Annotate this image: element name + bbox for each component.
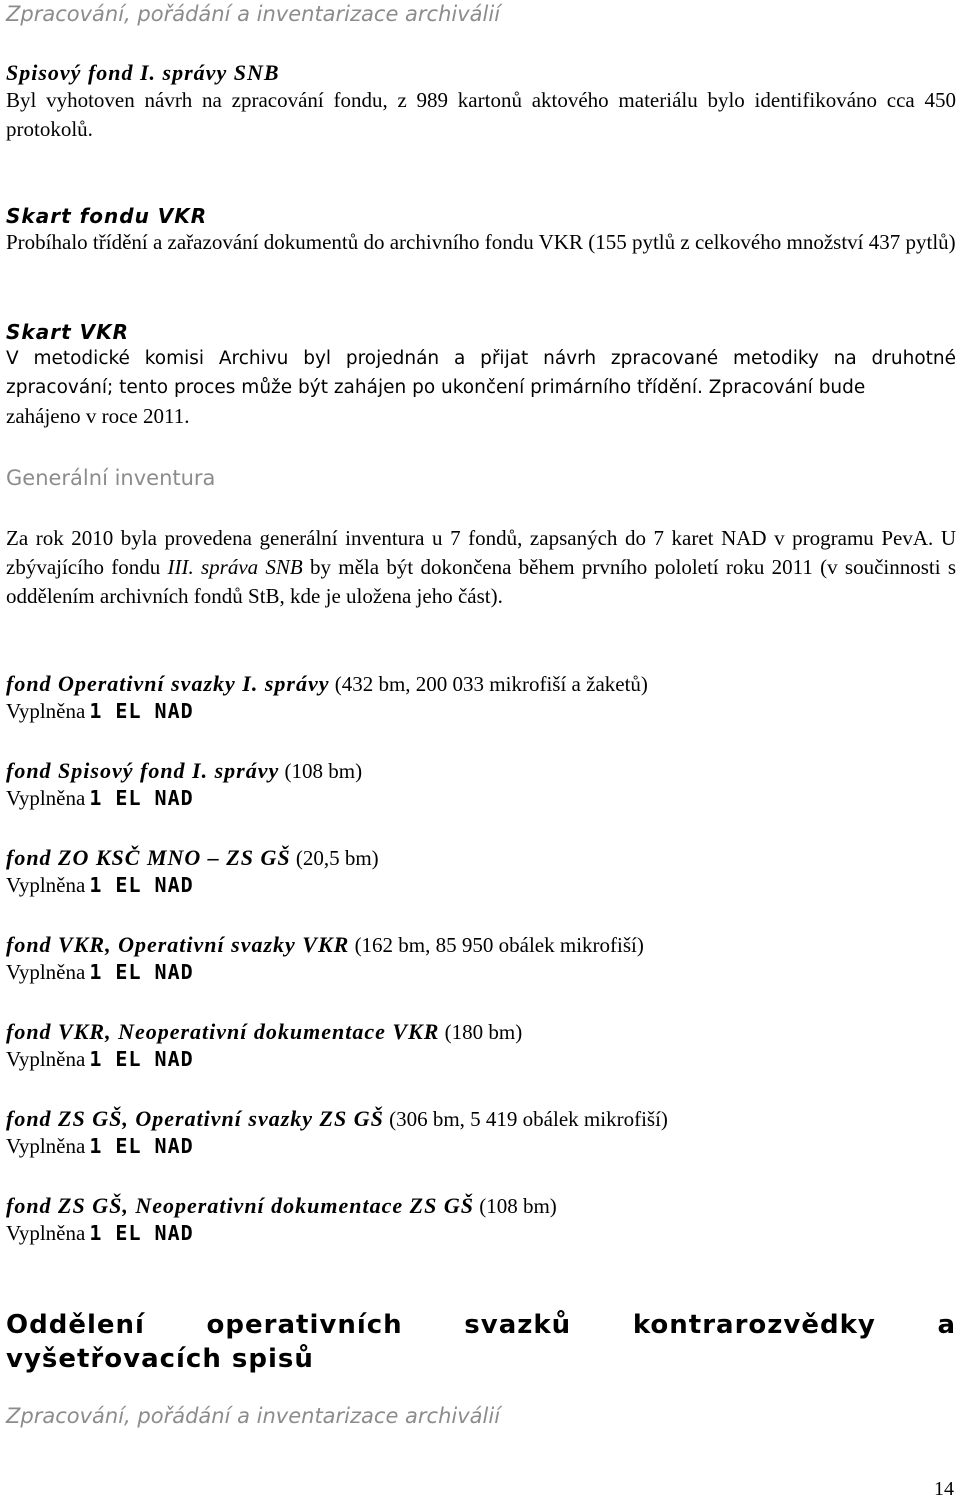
filled-label: Vyplněna (6, 960, 86, 984)
fund-detail: (432 bm, 200 033 mikrofiší a žaketů) (329, 672, 648, 696)
page-number: 14 (934, 1478, 954, 1500)
spisovy-section (6, 60, 956, 144)
nad-count: 1 EL NAD (89, 1047, 194, 1071)
filled-label: Vyplněna (6, 873, 86, 897)
fund-entry (6, 757, 956, 811)
inventura-text-part3: by měla být dokončena během prvního pololetí roku 2011 (v součinnosti s oddělením archivních fondů StB, kde je uložena jeho část). (6, 555, 956, 608)
fund-detail: (108 bm) (473, 1194, 557, 1218)
filled-label: Vyplněna (6, 1134, 86, 1158)
fund-name: fond VKR, Operativní svazky VKR (6, 932, 350, 957)
inventura-title: Generální inventura (6, 466, 216, 490)
fund-detail: (306 bm, 5 419 obálek mikrofiší) (383, 1107, 668, 1131)
fund-name: fond VKR, Neoperativní dokumentace VKR (6, 1019, 440, 1044)
fund-name: fond Spisový fond I. (6, 758, 215, 783)
fund-detail: (162 bm, 85 950 obálek mikrofiší) (349, 933, 644, 957)
nad-count: 1 EL NAD (89, 1134, 194, 1158)
fund-name: fond ZS GŠ, Operativní svazky ZS GŠ (6, 1106, 384, 1131)
fund-name: fond ZS GŠ, Neoperativní dokumentace ZS GŠ (6, 1193, 474, 1218)
fund-entry (6, 844, 956, 898)
fund-entry (6, 931, 956, 985)
fund-detail: (108 bm) (279, 759, 363, 783)
skart-vkr-text: V metodické komisi Archivu byl projednán a přijat návrh zpracované metodiky na druhotné zpracování; tento proces může být zahájen po ukončení primárního třídění. Zpracování bude (6, 348, 956, 398)
filled-label: Vyplněna (6, 1221, 86, 1245)
fund-detail: (20,5 bm) (290, 846, 379, 870)
fund-entry (6, 670, 956, 724)
section-title: Zpracování, pořádání a inventarizace archiválií (6, 2, 501, 26)
filled-label: Vyplněna (6, 1047, 86, 1071)
spisovy-text: Byl vyhotoven návrh na zpracování fondu, z 989 kartonů aktového materiálu bylo identifikováno cca 450 protokolů. (6, 88, 956, 141)
skart-vkr-title: Skart VKR (6, 320, 129, 344)
skart-vkr-text-end: zahájeno v roce 2011. (6, 404, 190, 428)
inventura-text-part1: Za rok 2010 byla provedena generální inventura u 7 fondů, zapsaných do 7 karet NAD v programu PevA. U zbývajícího fondu (6, 526, 956, 579)
filled-label: Vyplněna (6, 699, 86, 723)
footer-section-title: Zpracování, pořádání a inventarizace archiválií (6, 1404, 501, 1428)
nad-count: 1 EL NAD (89, 960, 194, 984)
spisovy-title: Spisový fond I. správy SNB (6, 60, 280, 85)
fund-entry (6, 1192, 956, 1246)
nad-count: 1 EL NAD (89, 873, 194, 897)
inventura-text-fund: III. správa SNB (167, 555, 303, 579)
nad-count: 1 EL NAD (89, 786, 194, 810)
fund-name-suffix: správy (214, 758, 280, 783)
department-heading: Oddělení operativních svazků kontrarozvědky a vyšetřovacích spisů (6, 1310, 956, 1374)
nad-count: 1 EL NAD (89, 699, 194, 723)
fund-name: fond ZO KSČ MNO – ZS GŠ (6, 845, 291, 870)
skart-fondu-section (6, 204, 956, 257)
skart-fondu-title: Skart fondu VKR (6, 204, 208, 228)
skart-vkr-section (6, 320, 956, 431)
fund-entry (6, 1105, 956, 1159)
fund-entry (6, 1018, 956, 1072)
fund-detail: (180 bm) (439, 1020, 523, 1044)
fund-name-suffix: správy (264, 671, 330, 696)
skart-fondu-text: Probíhalo třídění a zařazování dokumentů do archivního fondu VKR (155 pytlů z celkového množství 437 pytlů) (6, 230, 956, 254)
fund-name: fond Operativní svazky I. (6, 671, 265, 696)
nad-count: 1 EL NAD (89, 1221, 194, 1245)
inventura-text (6, 524, 956, 611)
filled-label: Vyplněna (6, 786, 86, 810)
